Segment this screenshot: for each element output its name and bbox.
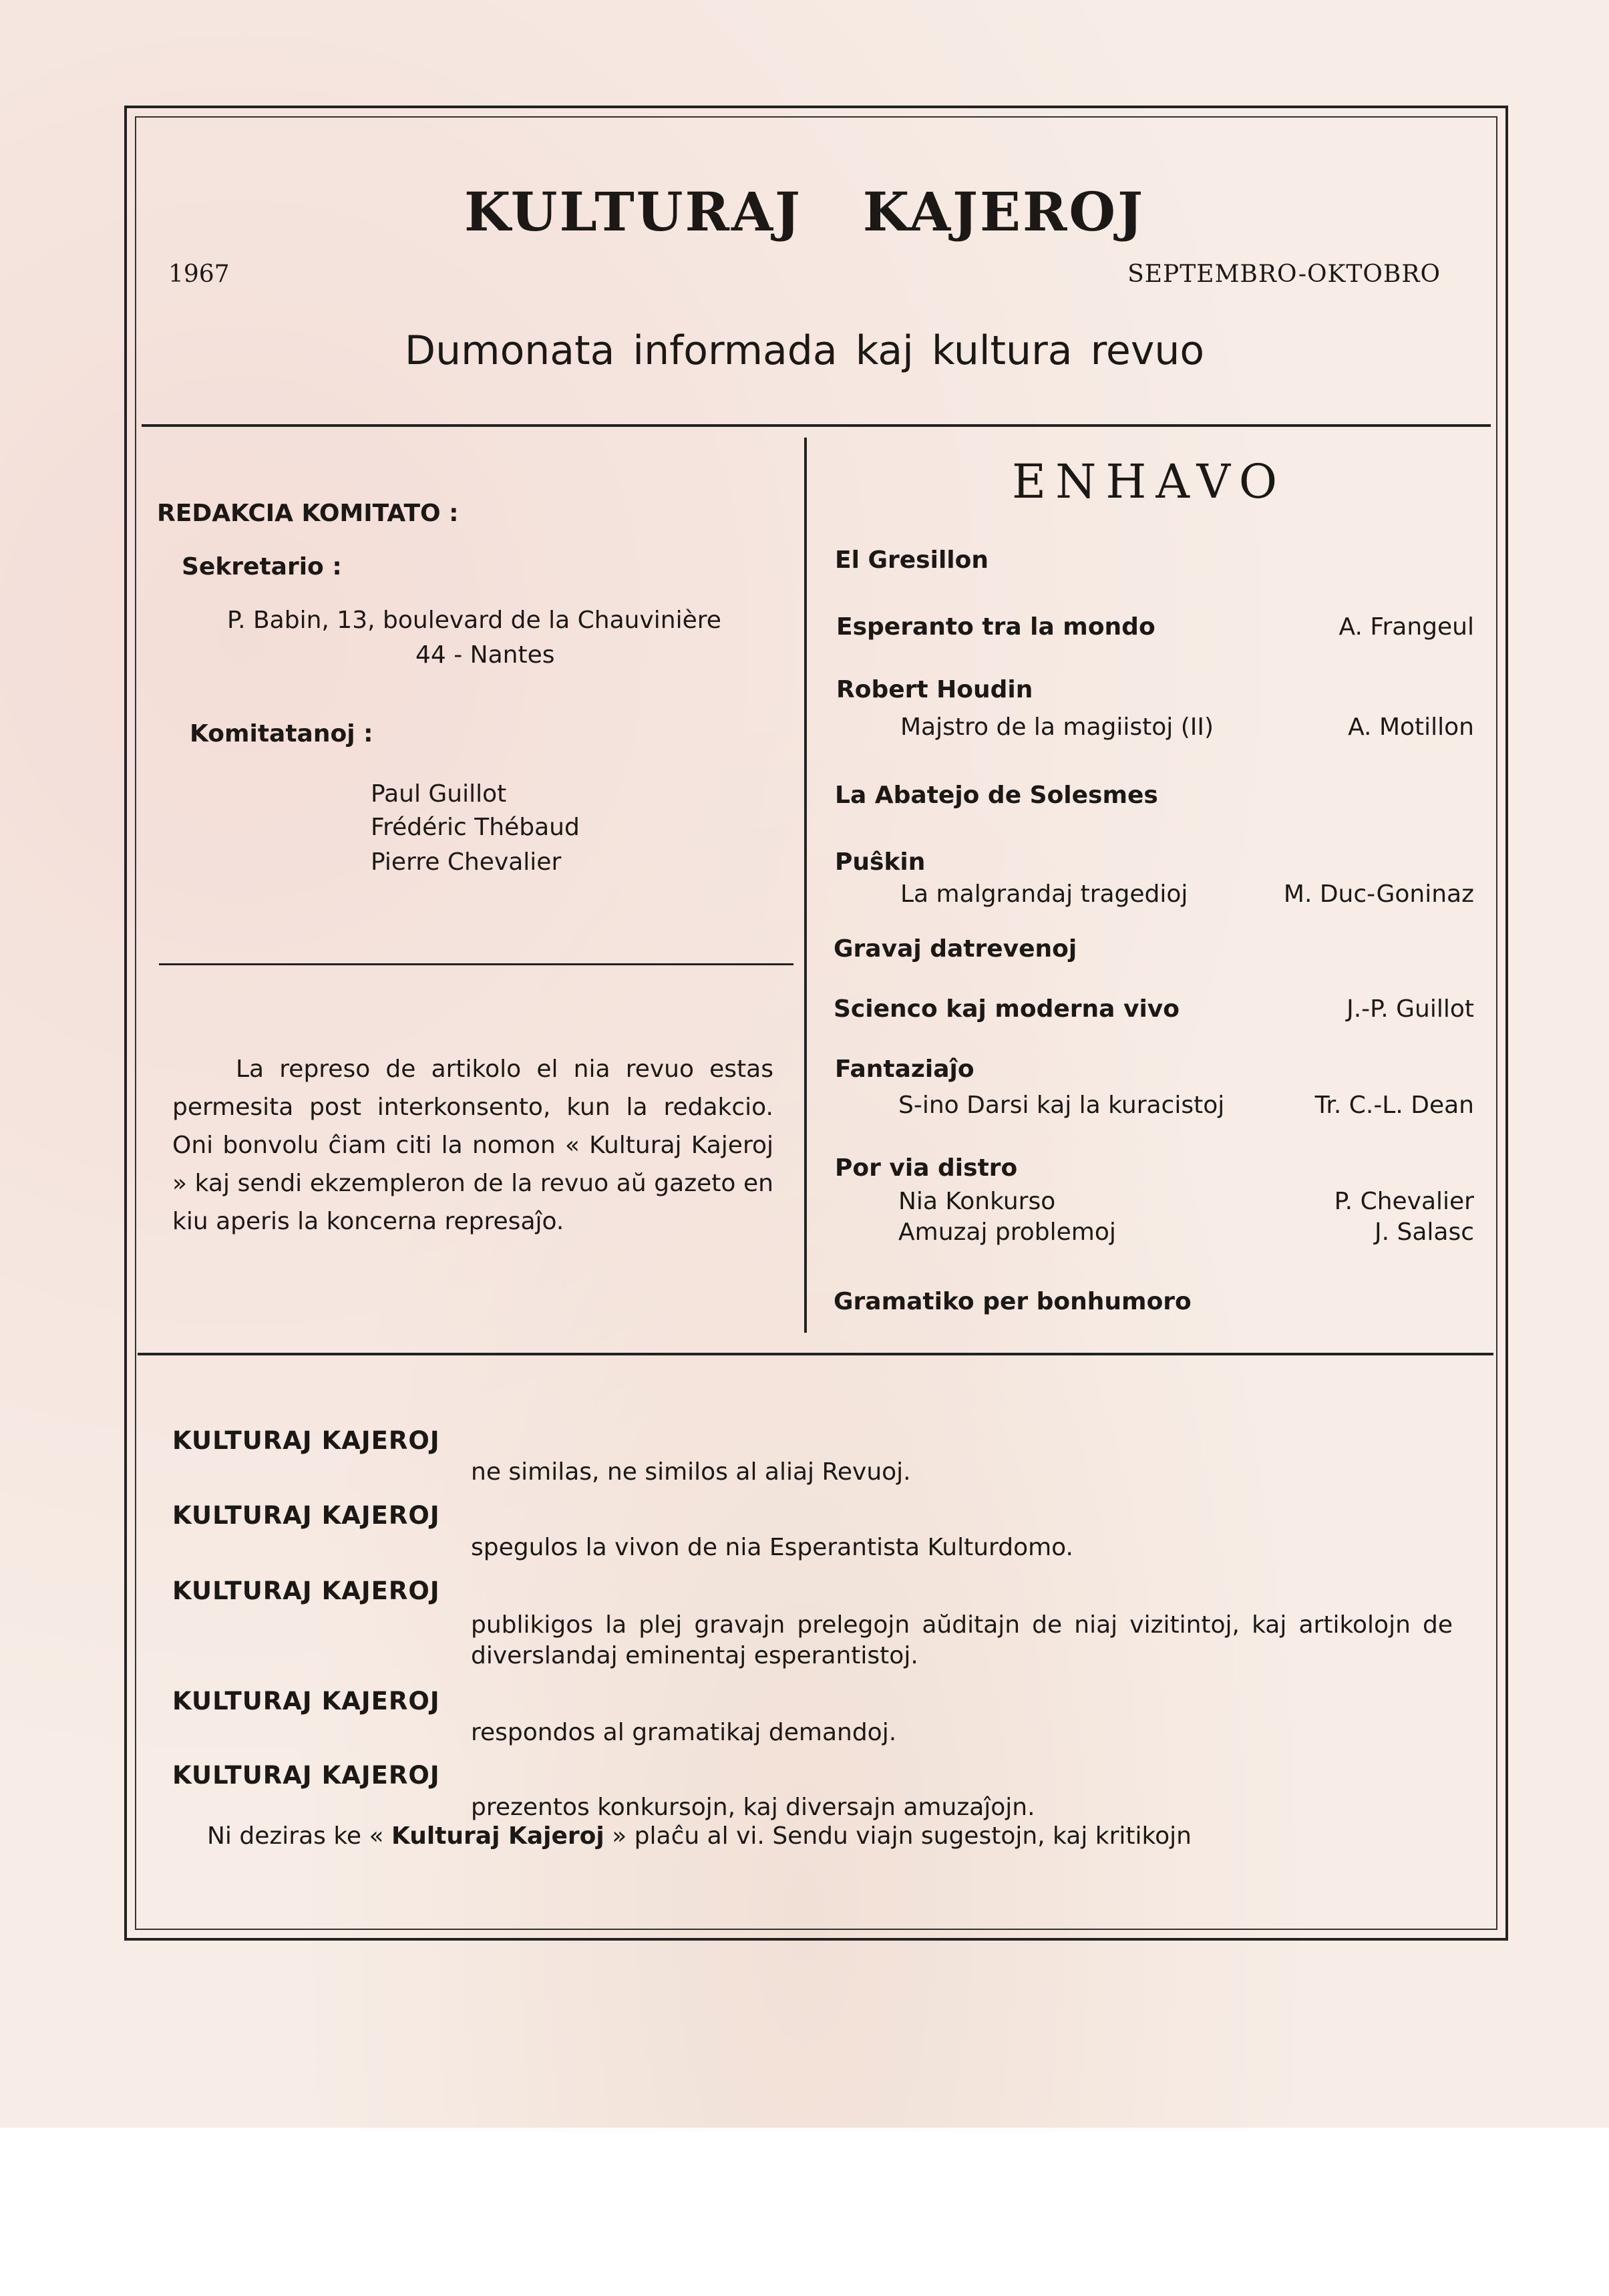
promo-label: KULTURAJ KAJEROJ [172,1501,440,1530]
promo-line: respondos al gramatikaj demandoj. [471,1719,897,1746]
toc-item-author: J. Salasc [1374,1218,1474,1246]
toc-item-title: La Abatejo de Solesmes [835,782,1158,809]
toc-item-author: A. Motillon [1348,713,1474,741]
toc-item-subtitle: S-ino Darsi kaj la kuracistoj [898,1092,1225,1119]
toc-item-title: Gramatiko per bonhumoro [834,1288,1192,1315]
promo-divider [138,1353,1493,1355]
address-line-1: P. Babin, 13, boulevard de la Chauvinière [227,607,721,634]
toc-item-title: Esperanto tra la mondo [836,613,1155,641]
promo-line: publikigos la plej gravajn prelegojn aŭditajn de niaj vizitintoj, kaj artikolojn de diverslandaj eminentaj esperantistoj. [471,1611,1453,1669]
members-label: Komitatanoj : [190,720,373,748]
magazine-subtitle: Dumonata informada kaj kultura revuo [404,327,1205,374]
left-divider [159,963,793,965]
promo-closing-post: » plaĉu al vi. Sendu viajn sugestojn, kaj kritikojn [612,1822,1192,1850]
toc-item-title: El Gresillon [835,546,989,574]
toc-item-title: Gravaj datrevenoj [834,935,1077,963]
magazine-title: KULTURAJ KAJEROJ [464,180,1145,243]
member-name: Paul Guillot [371,780,507,808]
column-divider [804,438,807,1333]
toc-item-subtitle: Nia Konkurso [898,1188,1056,1215]
promo-label: KULTURAJ KAJEROJ [172,1687,440,1715]
toc-item-author: Tr. C.-L. Dean [1314,1092,1474,1119]
committee-heading: REDAKCIA KOMITATO : [157,500,459,527]
promo-line: prezentos konkursojn, kaj diversajn amuzaĵojn. [471,1794,1035,1821]
toc-item-subtitle: Amuzaj problemoj [898,1218,1116,1246]
toc-item-title: Por via distro [835,1154,1018,1182]
member-name: Frédéric Thébaud [371,814,580,841]
promo-line: ne similas, ne similos al aliaj Revuoj. [471,1458,911,1486]
toc-item-author: M. Duc-Goninaz [1283,880,1474,908]
promo-closing [207,1822,1192,1850]
reprint-notice: La represo de artikolo el nia revuo estas permesita post interkonsento, kun la redakcio. Oni bonvolu ĉiam citi la nomon « Kulturaj Kajeroj » kaj sendi ekzempleron de la revuo aŭ gazeto en kiu aperis la koncerna represaĵo. [172,1055,773,1235]
promo-label: KULTURAJ KAJEROJ [172,1761,440,1790]
promo-closing-pre: Ni deziras ke « [207,1822,384,1850]
secretary-label: Sekretario : [182,553,342,581]
promo-label: KULTURAJ KAJEROJ [172,1426,440,1455]
toc-item-author: P. Chevalier [1334,1188,1474,1215]
toc-item-subtitle: Majstro de la magiistoj (II) [900,713,1214,741]
toc-item-title: Puŝkin [835,848,926,876]
toc-item-author: J.-P. Guillot [1347,995,1474,1023]
toc-item-title: Scienco kaj moderna vivo [834,995,1180,1023]
issue-period: SEPTEMBRO-OKTOBRO [1127,261,1441,288]
header-divider [142,424,1491,427]
toc-item-title: Fantaziaĵo [835,1055,974,1083]
toc-item-author: A. Frangeul [1338,613,1474,641]
toc-item-title: Robert Houdin [836,676,1033,703]
promo-line: spegulos la vivon de nia Esperantista Kulturdomo. [471,1534,1074,1561]
issue-year: 1967 [168,261,230,288]
toc-item-subtitle: La malgrandaj tragedioj [900,880,1188,908]
contents-heading: ENHAVO [1012,454,1287,509]
promo-label: KULTURAJ KAJEROJ [172,1577,440,1605]
member-name: Pierre Chevalier [371,848,562,876]
address-line-2: 44 - Nantes [415,641,555,669]
promo-closing-bold: Kulturaj Kajeroj [391,1822,604,1850]
